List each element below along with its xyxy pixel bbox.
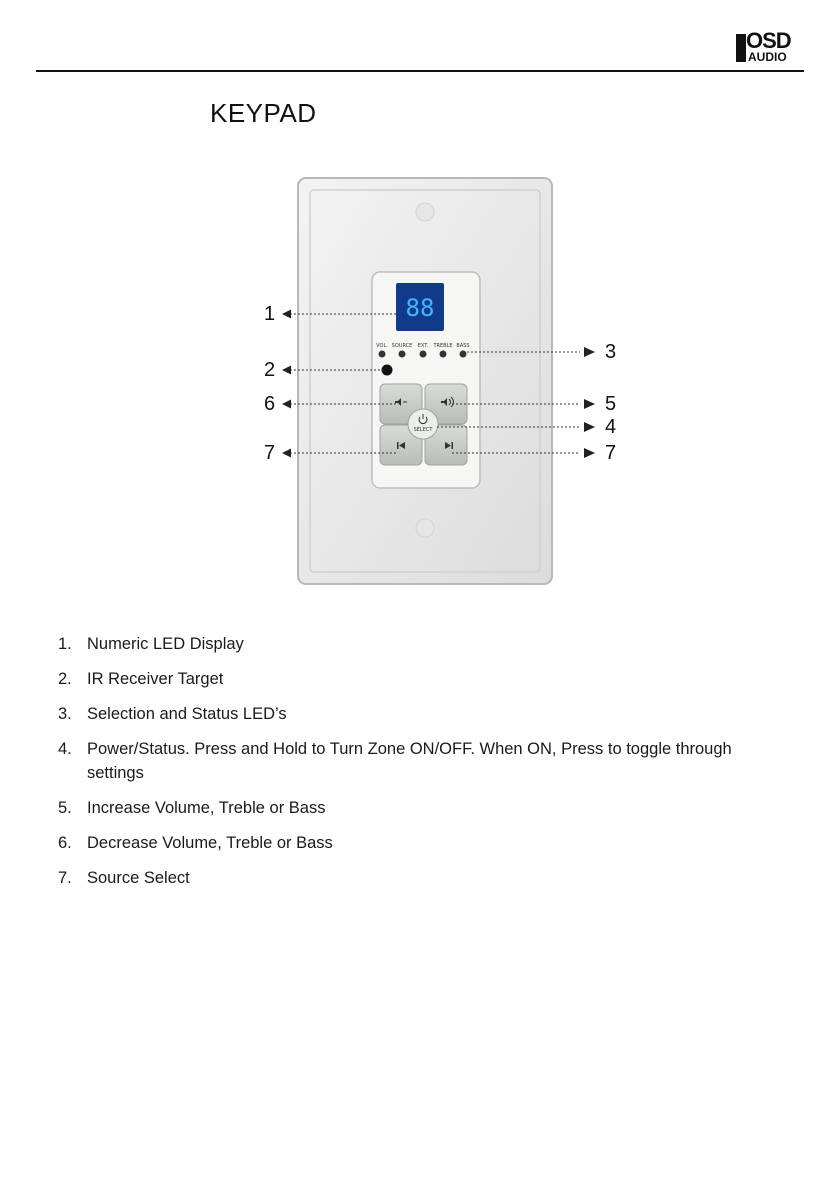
- arrow-right-icon: [584, 399, 595, 409]
- callout-2: 2: [264, 359, 276, 381]
- arrow-left-icon: [282, 449, 291, 458]
- list-item-number: 5.: [58, 799, 72, 817]
- list-item: [58, 866, 778, 890]
- list-item: [58, 702, 778, 726]
- logo-top-text: OSD: [746, 28, 791, 53]
- callout-4: 4: [605, 416, 617, 438]
- list-item: [58, 632, 778, 656]
- list-item-text: Power/Status. Press and Hold to Turn Zone ON/OFF. When ON, Press to toggle through settings: [87, 740, 732, 782]
- list-item-number: 6.: [58, 834, 72, 852]
- callout-1: 1: [264, 303, 276, 325]
- list-item-text: Decrease Volume, Treble or Bass: [87, 834, 333, 852]
- arrow-right-icon: [584, 448, 595, 458]
- led-display-digits: 88: [405, 294, 435, 322]
- page-title: KEYPAD: [210, 98, 317, 128]
- feature-list: [58, 632, 778, 901]
- arrow-left-icon: [282, 366, 291, 375]
- callout-5: 5: [605, 393, 617, 415]
- list-item-text: Source Select: [87, 869, 190, 887]
- callout-7-left: 7: [264, 442, 276, 464]
- arrow-right-icon: [584, 347, 595, 357]
- logo-bottom-text: AUDIO: [748, 50, 787, 64]
- led-label-ext: EXT.: [417, 343, 429, 349]
- list-item-number: 7.: [58, 869, 72, 887]
- led-label-bass: BASS: [456, 343, 470, 349]
- list-item: [58, 667, 778, 691]
- callout-7-right: 7: [605, 442, 617, 464]
- led-label-vol: VOL.: [376, 343, 388, 349]
- list-item: [58, 737, 778, 785]
- list-item: [58, 831, 778, 855]
- callout-3: 3: [605, 341, 617, 363]
- led-label-treble: TREBLE: [433, 343, 453, 349]
- list-item-number: 3.: [58, 705, 72, 723]
- list-item-text: Numeric LED Display: [87, 635, 244, 653]
- led-label-source: SOURCE: [391, 343, 413, 349]
- list-item-text: IR Receiver Target: [87, 670, 224, 688]
- list-item-text: Increase Volume, Treble or Bass: [87, 799, 326, 817]
- callout-6: 6: [264, 393, 276, 415]
- arrow-left-icon: [282, 310, 291, 319]
- list-item-number: 2.: [58, 670, 72, 688]
- list-item-number: 4.: [58, 740, 72, 758]
- list-item-number: 1.: [58, 635, 72, 653]
- select-label: SELECT: [413, 427, 433, 433]
- list-item-text: Selection and Status LED’s: [87, 705, 287, 723]
- arrow-left-icon: [282, 400, 291, 409]
- list-item: [58, 796, 778, 820]
- arrow-right-icon: [584, 422, 595, 432]
